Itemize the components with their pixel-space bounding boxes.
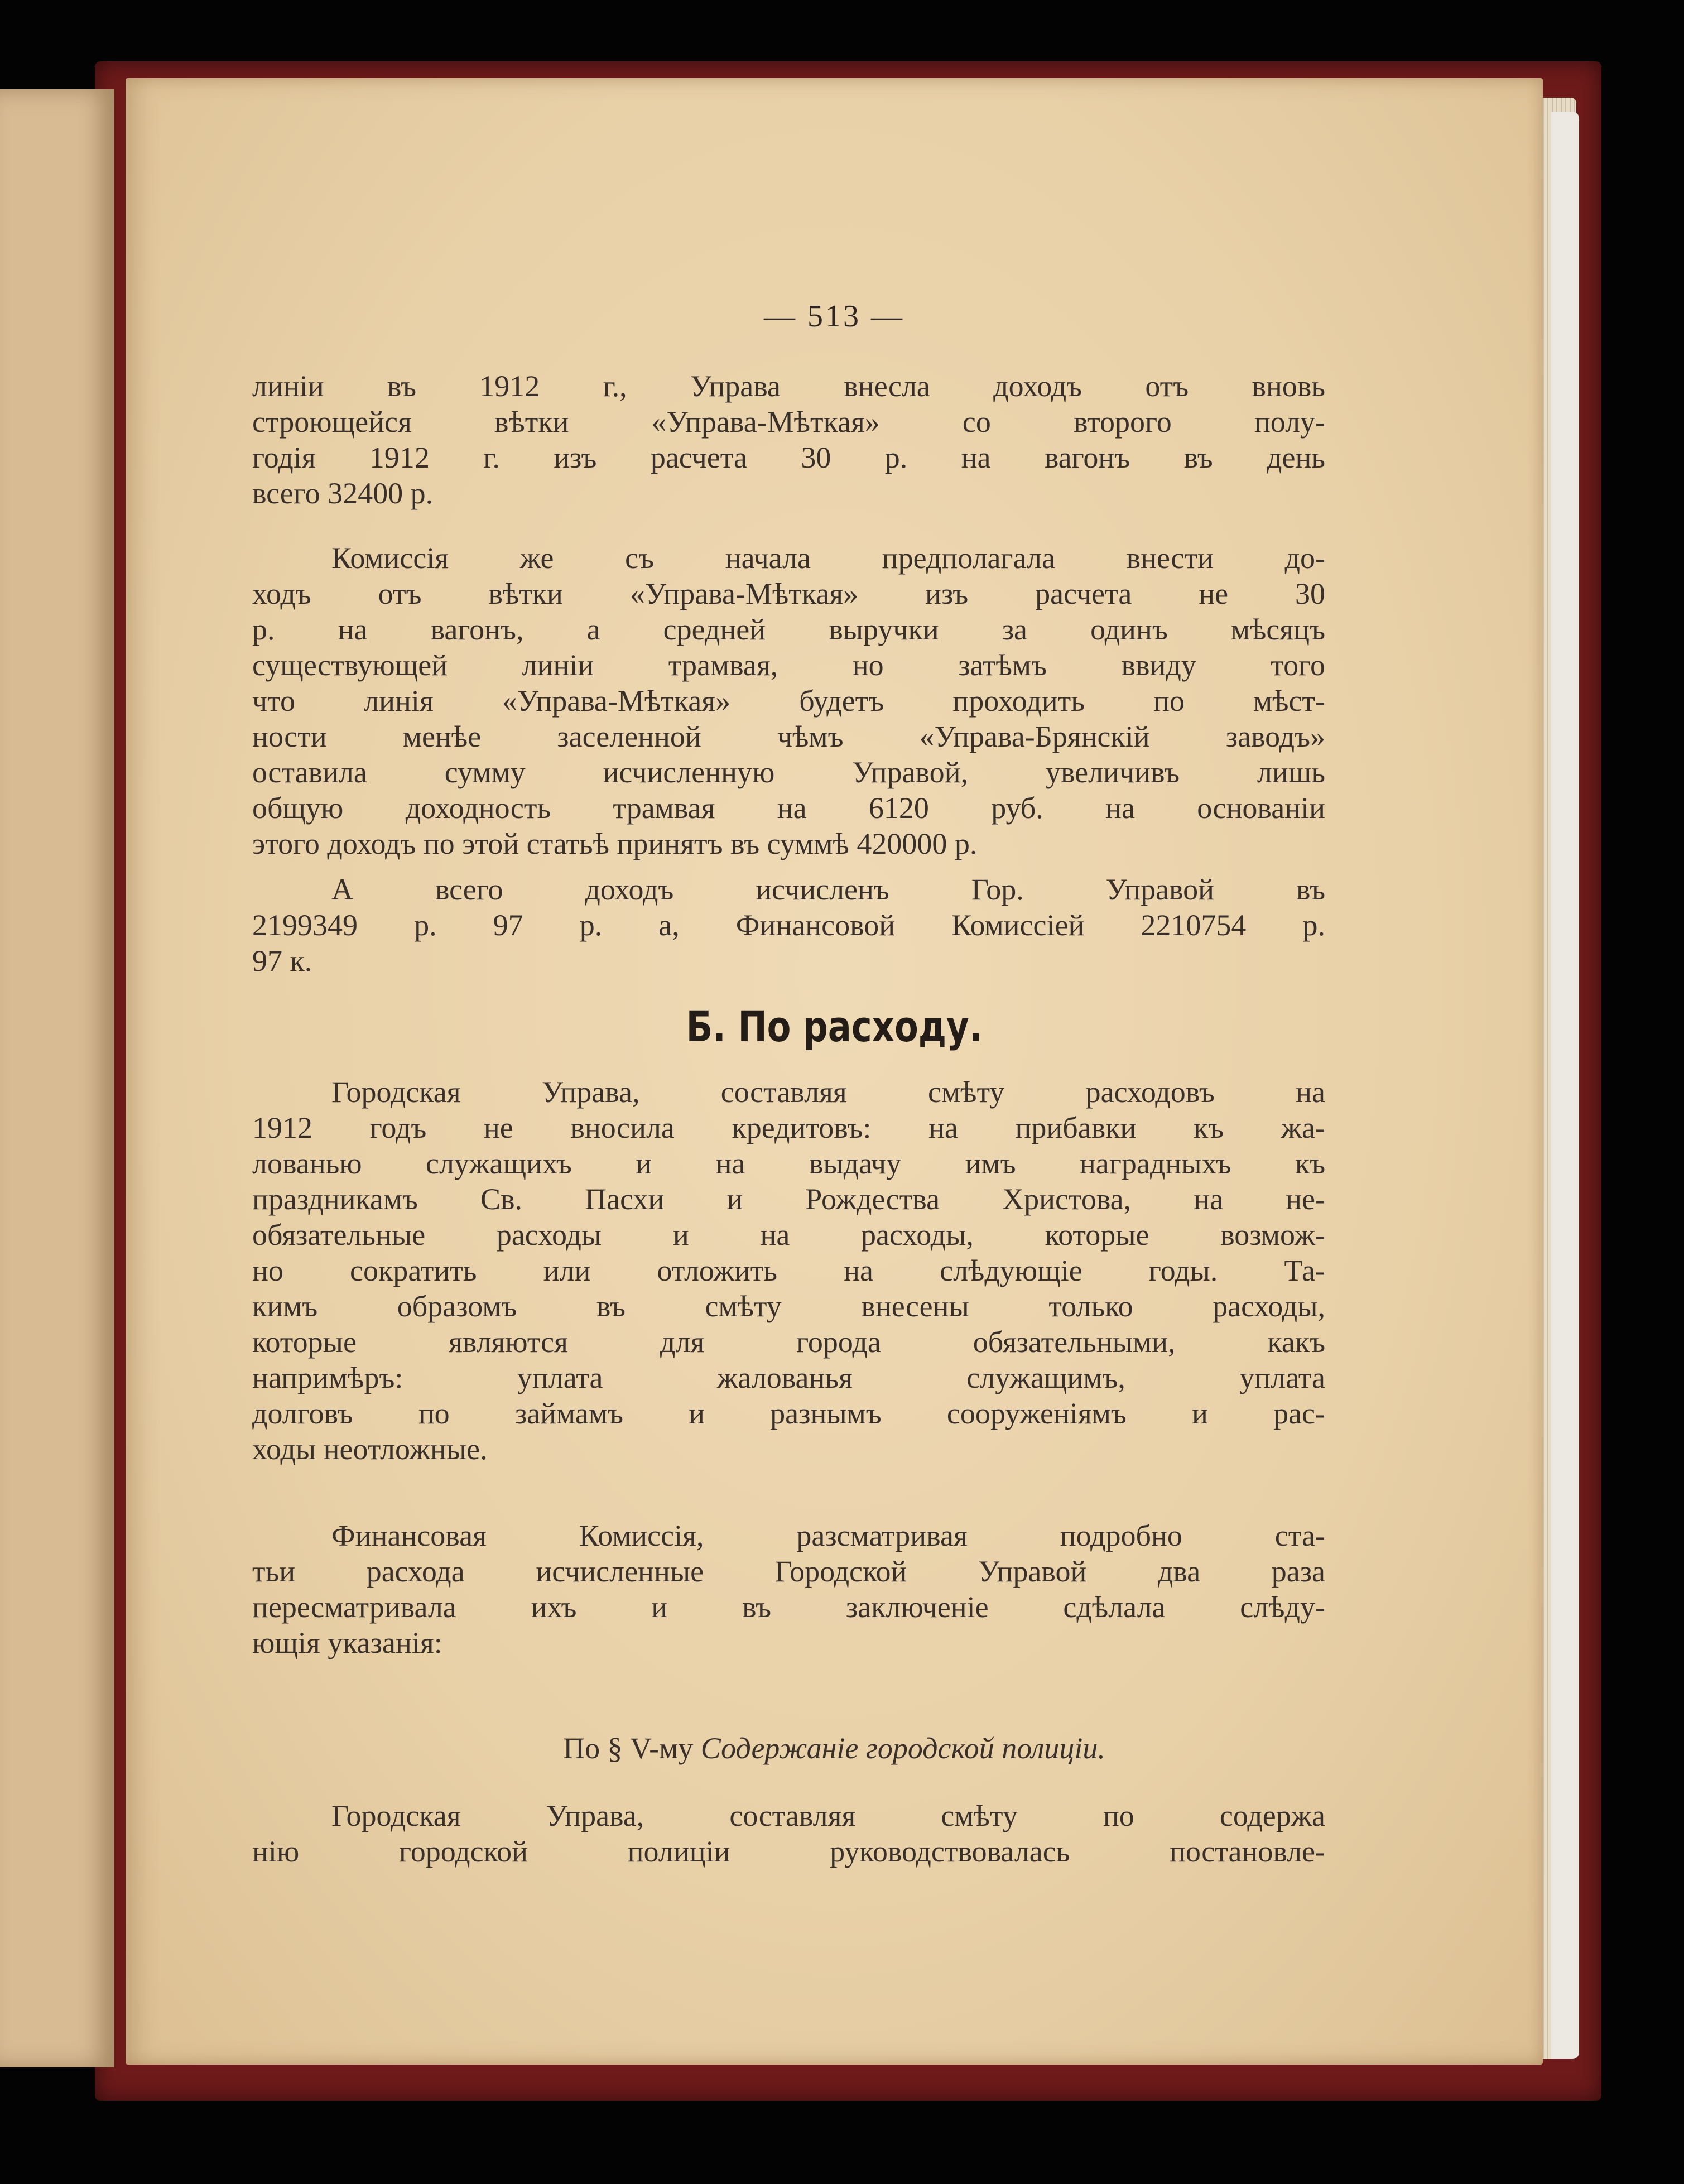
text-line: Городская Управа, составляя смѣту расходовъ на [331,1075,1325,1109]
text-line: оставила сумму исчисленную Управой, увеличивъ лишь [252,756,1325,789]
text-line: Комиссія же съ начала предполагала внести до- [331,541,1325,575]
text-line: этого доходъ по этой статьѣ принятъ въ суммѣ 420000 р. [252,827,978,860]
text-line: линіи въ 1912 г., Управа внесла доходъ отъ вновь [252,369,1325,403]
text-line: 2199349 р. 97 р. а, Финансовой Комиссіей 2210754 р. [252,908,1325,942]
text-line: А всего доходъ исчисленъ Гор. Управой въ [331,873,1325,906]
paragraph-city-board-expenses [252,1074,1325,1467]
text-line: р. на вагонъ, а средней выручки за одинъ мѣсяцъ [252,613,1325,646]
text-line: всего 32400 р. [252,477,434,510]
paragraph-commission-estimate [252,540,1325,862]
text-line: пересматривала ихъ и въ заключеніе сдѣлала слѣду- [252,1590,1325,1624]
page-number: — 513 — [764,299,904,334]
section-heading: Б. По расходу. [686,1002,983,1051]
subsection-title: Содержаніе городской полиціи. [700,1731,1105,1765]
paragraph-income-total [252,872,1325,979]
text-line: Городская Управа, составляя смѣту по содержа [331,1799,1325,1832]
text-line: тьи расхода исчисленные Городской Управой два раза [252,1555,1325,1588]
text-line: 97 к. [252,944,312,978]
text-line: нію городской полиціи руководствовалась постановле- [252,1835,1325,1868]
text-line: лованью служащихъ и на выдачу имъ наградныхъ къ [252,1147,1325,1180]
text-line: общую доходность трамвая на 6120 руб. на основаніи [252,791,1325,825]
text-line: долговъ по займамъ и разнымъ сооруженіямъ и рас- [252,1397,1325,1430]
text-line: 1912 годъ не вносила кредитовъ: на прибавки къ жа- [252,1111,1325,1144]
text-line: кимъ образомъ въ смѣту внесены только расходы, [252,1290,1325,1323]
text-line: праздникамъ Св. Пасхи и Рождества Христова, на не- [252,1182,1325,1216]
text-line: которые являются для города обязательными, какъ [252,1325,1325,1359]
text-line: ходъ отъ вѣтки «Управа-Мѣткая» изъ расчета не 30 [252,577,1325,610]
paragraph-income-branch [252,368,1325,511]
text-line: годія 1912 г. изъ расчета 30 р. на вагонъ въ день [252,441,1325,474]
text-line: ющія указанія: [252,1626,442,1659]
text-line: что линія «Управа-Мѣткая» будетъ проходить по мѣст- [252,684,1325,718]
text-line: обязательные расходы и на расходы, которые возмож- [252,1218,1325,1252]
text-line: ности менѣе заселенной чѣмъ «Управа-Брянскій заводъ» [252,720,1325,753]
text-line: существующей линіи трамвая, но затѣмъ ввиду того [252,648,1325,682]
text-line: но сократить или отложить на слѣдующіе годы. Та- [252,1254,1325,1287]
text-line: Финансовая Комиссія, разсматривая подробно ста- [331,1519,1325,1552]
paragraph-finance-commission [252,1518,1325,1661]
left-page-edge [0,89,114,2067]
white-page-edge [1551,112,1579,2059]
text-line: строющейся вѣтки «Управа-Мѣткая» со второго полу- [252,405,1325,439]
subsection-heading [126,1731,1543,1766]
book-page [126,78,1543,2065]
paragraph-police-estimate [252,1798,1325,1869]
text-line: ходы неотложные. [252,1432,488,1466]
subsection-prefix: По § V-му [563,1731,701,1765]
text-line: напримѣръ: уплата жалованья служащимъ, уплата [252,1361,1325,1394]
